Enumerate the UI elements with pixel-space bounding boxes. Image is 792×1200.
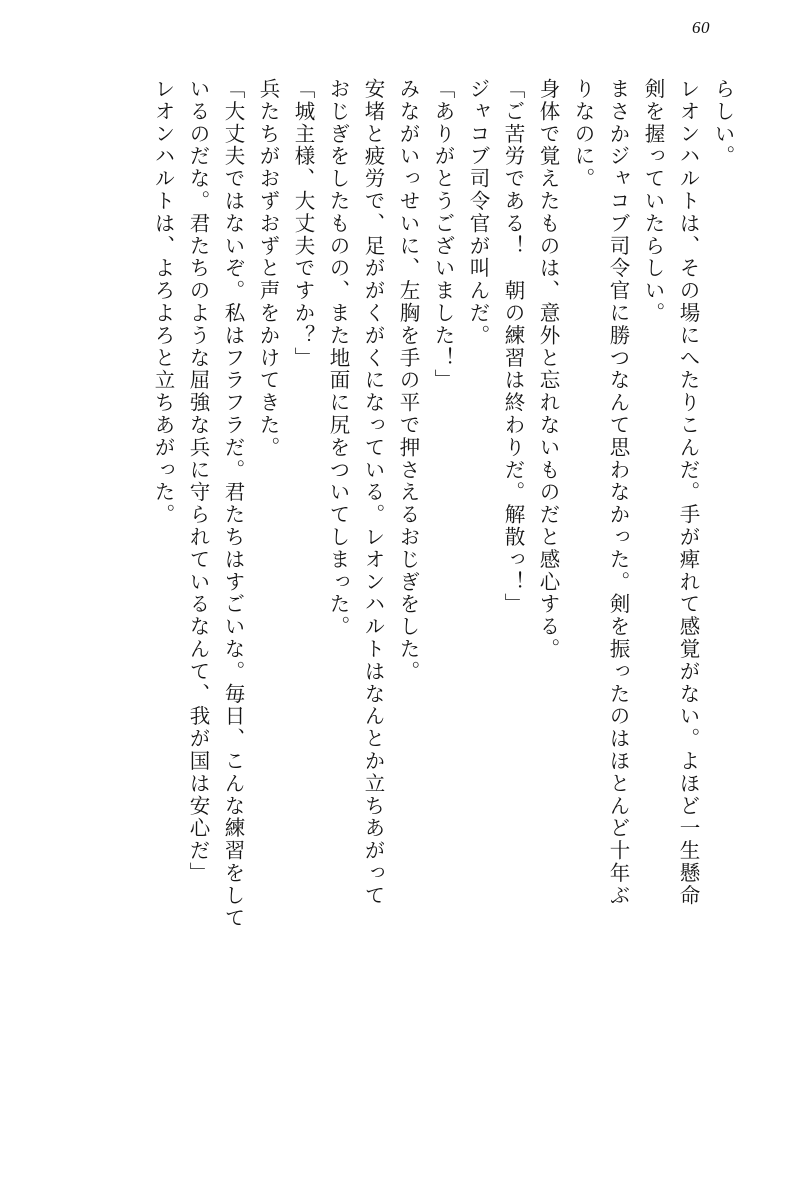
- text-line: 剣を握っていたらしい。: [641, 78, 665, 325]
- text-line: まさかジャコブ司令官に勝つなんて思わなかった。剣を振ったのはほとんど十年ぶ: [606, 78, 630, 907]
- text-line: 「城主様、大丈夫ですか？」: [291, 78, 315, 370]
- text-line: 兵たちがおずおずと声をかけてきた。: [256, 78, 280, 459]
- page-number: 60: [692, 18, 710, 37]
- text-line: りなのに。: [571, 78, 595, 190]
- text-line: 安堵と疲労で、足ががくがくになっている。レオンハルトはなんとか立ちあがって: [361, 78, 385, 907]
- text-line: 身体で覚えたものは、意外と忘れないものだと感心する。: [536, 78, 560, 661]
- text-line: みながいっせいに、左胸を手の平で押さえるおじぎをした。: [396, 78, 420, 683]
- text-line: いるのだな。君たちのような屈強な兵に守られているなんて、我が国は安心だ」: [186, 78, 210, 885]
- text-line: ジャコブ司令官が叫んだ。: [466, 78, 490, 347]
- text-line: 「大丈夫ではないぞ。私はフラフラだ。君たちはすごいな。毎日、こんな練習をして: [221, 78, 245, 930]
- text-line: レオンハルトは、その場にへたりこんだ。手が痺れて感覚がない。よほど一生懸命: [676, 78, 700, 907]
- text-line: おじぎをしたものの、また地面に尻をついてしまった。: [326, 78, 350, 638]
- text-line: レオンハルトは、よろよろと立ちあがった。: [151, 78, 175, 526]
- text-line: らしい。: [711, 78, 735, 168]
- text-line: 「ご苦労である！ 朝の練習は終わりだ。解散っ！」: [501, 78, 525, 616]
- text-line: 「ありがとうございました！」: [431, 78, 455, 392]
- vertical-text-body: [52, 78, 740, 1140]
